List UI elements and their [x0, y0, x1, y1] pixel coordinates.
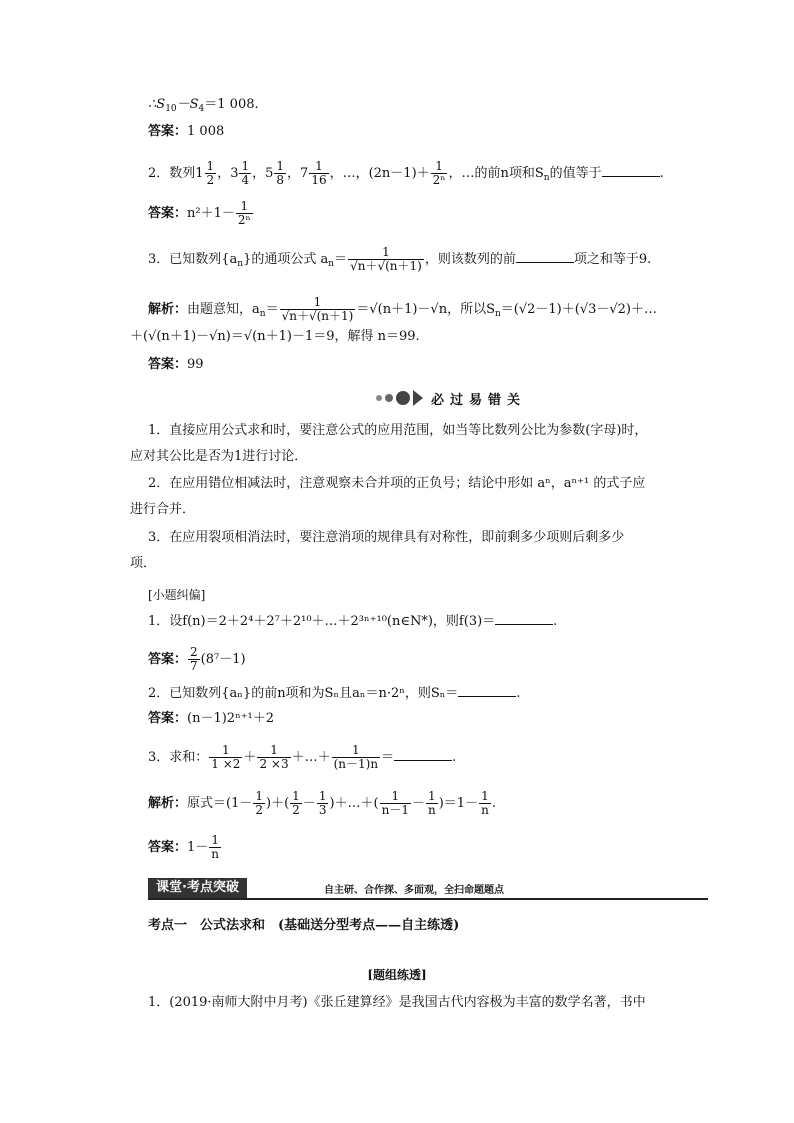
section-header: [148, 880, 708, 900]
denominator: 1 ×2: [211, 757, 241, 771]
numerator: 1: [236, 200, 253, 214]
solution-3-continued: [130, 328, 420, 346]
text: 项．: [130, 556, 157, 571]
denominator: 8: [276, 173, 285, 187]
paragraph-1-continued: [130, 448, 307, 466]
dot-icon: [385, 394, 393, 402]
fraction: [280, 296, 356, 323]
numerator: 1: [318, 789, 327, 803]
numerator: 1: [209, 834, 221, 848]
text: 3．已知数列{a: [148, 252, 238, 267]
text: 1．直接应用公式求和时，要注意公式的应用范围，如当等比数列公比为参数(字母)时，: [148, 423, 648, 438]
numerator: 1: [479, 790, 491, 804]
fraction: [257, 744, 290, 771]
fraction: [188, 646, 200, 673]
fraction: [348, 246, 424, 273]
text: 应对其公比是否为1进行讨论．: [130, 449, 308, 464]
answer-label: 答案：: [148, 840, 188, 855]
section-subtitle: 自主研、合作探、多面观，全扫命题题点: [324, 885, 504, 896]
text: )＋(: [266, 796, 290, 811]
text: .: [659, 166, 664, 181]
topic-heading: [148, 917, 459, 935]
answer-label: 答案：: [148, 711, 188, 726]
fraction: [479, 790, 491, 817]
text: 由题意知，a: [187, 302, 260, 317]
dot-icon: [396, 391, 410, 405]
text: .: [553, 614, 558, 629]
text: 项之和等于9.: [573, 252, 652, 267]
answer-label: 答案：: [148, 357, 188, 372]
denominator: 2ⁿ: [432, 173, 446, 187]
text: n: [237, 259, 244, 269]
text: ∴S: [148, 97, 166, 112]
section-title: 课堂·考点突破: [148, 878, 247, 898]
denominator: n－1: [381, 803, 409, 817]
answer-blank: [516, 250, 574, 263]
text: 考点一 公式法求和 (基础送分型考点——自主练透): [148, 918, 460, 933]
equation-line: [148, 96, 259, 118]
text: 3．求和：: [148, 750, 209, 765]
answer-blank: [394, 748, 452, 761]
text: ＝: [334, 252, 348, 267]
numerator: 1: [292, 789, 300, 803]
answer-line: [148, 356, 204, 374]
fraction: [380, 790, 411, 817]
text: .: [491, 796, 496, 811]
arrow-right-icon: [413, 390, 423, 406]
text: n: [328, 259, 335, 269]
exercise-line: [148, 994, 646, 1012]
answer-blank: [602, 164, 660, 177]
paragraph-3: [148, 529, 624, 547]
denominator: n: [428, 803, 436, 817]
text: .: [452, 750, 457, 765]
denominator: 2: [255, 803, 263, 817]
paragraph-2-continued: [130, 501, 195, 519]
exercise-2: [148, 684, 521, 703]
text: －S: [176, 97, 199, 112]
answer-value: (8⁷－1): [200, 652, 246, 667]
answer-label: 答案：: [148, 124, 188, 139]
question-2: [148, 160, 664, 187]
fraction: [205, 160, 217, 187]
dot-icon: [376, 395, 382, 401]
answer-line: [148, 834, 222, 861]
text: 10: [165, 104, 177, 114]
denominator: 3: [318, 803, 327, 817]
fraction: [317, 790, 329, 817]
subsection-heading: [0, 966, 794, 983]
denominator: 4: [241, 173, 250, 187]
text: 原式＝(1－: [187, 796, 253, 811]
paragraph-3-continued: [130, 555, 156, 573]
numerator: 1: [280, 296, 356, 310]
text: ＝√(n＋1)－√n，所以S: [356, 302, 495, 317]
text: 3．在应用裂项相消法时，要注意消项的规律具有对称性，即前剩多少项则后剩多少: [148, 530, 625, 545]
text: ＝: [381, 750, 395, 765]
answer-value: 99: [187, 357, 204, 372]
text: ＝(√2－1)＋(√3－√2)＋…: [500, 302, 658, 317]
denominator: 2 ×3: [259, 757, 289, 771]
fraction: [309, 160, 328, 187]
text: [小题纠偏]: [148, 588, 206, 602]
text: ，7: [287, 166, 309, 181]
text: ，…的前n项和S: [448, 166, 544, 181]
numerator: 1: [257, 744, 290, 758]
numerator: 1: [276, 159, 285, 173]
answer-line: [148, 646, 246, 673]
numerator: 2: [190, 645, 198, 659]
answer-label: 答案：: [148, 652, 188, 667]
denominator: 2ⁿ: [237, 213, 251, 227]
text: ，…，(2n－1)＋: [329, 166, 430, 181]
answer-line: [148, 123, 224, 141]
fraction: [332, 744, 380, 771]
denominator: √n＋√(n＋1): [281, 309, 354, 323]
text: 2．数列1: [148, 166, 204, 181]
text: ，则该数列的前: [424, 252, 516, 267]
denominator: 2: [292, 803, 300, 817]
text: －: [411, 796, 425, 811]
text: ，3: [217, 166, 239, 181]
answer-line: [148, 200, 254, 227]
text: 2．在应用错位相减法时，注意观察未合并项的正负号；结论中形如 aⁿ，aⁿ⁺¹ 的式子应: [148, 476, 646, 491]
text: )＝1－: [438, 796, 479, 811]
paragraph-1: [148, 422, 647, 440]
text: }的通项公式 a: [243, 252, 329, 267]
denominator: 16: [311, 173, 327, 187]
answer-value: (n－1)2ⁿ⁺¹＋2: [187, 711, 275, 726]
denominator: n: [481, 803, 489, 817]
answer-value: n²＋1－: [187, 206, 235, 221]
text: ＝: [265, 302, 279, 317]
fraction: [274, 160, 286, 187]
text: 1．(2019·南师大附中月考)《张丘建算经》是我国古代内容极为丰富的数学名著，书中: [148, 995, 646, 1010]
fraction: [239, 160, 251, 187]
answer-line: [148, 710, 274, 728]
text: 2．已知数列{aₙ}的前n项和为Sₙ且aₙ＝n·2ⁿ，则Sₙ＝: [148, 686, 459, 701]
text: ＋…＋: [291, 750, 331, 765]
fraction: [290, 790, 302, 817]
paragraph-2: [148, 475, 645, 493]
text: n: [494, 309, 501, 319]
denominator: 7: [190, 659, 198, 673]
section-banner: [376, 388, 526, 408]
text: [题组练透]: [367, 968, 427, 982]
question-3: [148, 246, 651, 273]
text: .: [516, 686, 521, 701]
fraction: [209, 744, 242, 771]
text: 4: [198, 104, 205, 114]
solution-label: 解析：: [148, 302, 188, 317]
numerator: 1: [380, 790, 411, 804]
text: ＋: [243, 750, 257, 765]
solution-label: 解析：: [148, 796, 188, 811]
text: ，5: [252, 166, 274, 181]
answer-blank: [458, 684, 516, 697]
text: ＋(√(n＋1)－√n)＝√(n＋1)－1＝9，解得 n＝99.: [130, 329, 420, 344]
numerator: 1: [426, 790, 438, 804]
text: 的值等于: [549, 166, 602, 181]
numerator: 1: [431, 160, 448, 174]
numerator: 1: [332, 744, 380, 758]
numerator: 1: [348, 246, 424, 260]
text: n: [543, 173, 550, 183]
numerator: 1: [309, 160, 328, 174]
exercise-1: [148, 612, 557, 631]
fraction: [426, 790, 438, 817]
fraction: [236, 200, 253, 227]
text: )＋…＋(: [329, 796, 379, 811]
text: ＝1 008.: [204, 97, 259, 112]
answer-blank: [495, 612, 553, 625]
fraction: [431, 160, 448, 187]
fraction: [253, 790, 265, 817]
denominator: √n＋√(n＋1): [350, 259, 422, 273]
answer-label: 答案：: [148, 206, 188, 221]
answer-value: 1－: [187, 840, 209, 855]
denominator: (n－1)n: [333, 757, 379, 771]
solution-line: [148, 790, 496, 817]
numerator: 1: [209, 744, 242, 758]
answer-value: 1 008: [187, 124, 225, 139]
text: 1．设f(n)＝2＋2⁴＋2⁷＋2¹⁰＋…＋2³ⁿ⁺¹⁰(n∈N*)，则f(3)＝: [148, 614, 496, 629]
denominator: n: [211, 847, 220, 861]
denominator: 2: [206, 173, 215, 187]
exercise-3: [148, 744, 456, 771]
numerator: 1: [206, 159, 215, 173]
solution-3: [148, 296, 657, 323]
banner-title: 必过易错关: [431, 392, 527, 408]
text: n: [259, 309, 266, 319]
fraction: [209, 834, 221, 861]
text: 进行合并．: [130, 502, 196, 517]
subsection-heading: [148, 586, 205, 604]
numerator: 1: [255, 789, 263, 803]
text: －: [302, 796, 316, 811]
numerator: 1: [241, 159, 250, 173]
